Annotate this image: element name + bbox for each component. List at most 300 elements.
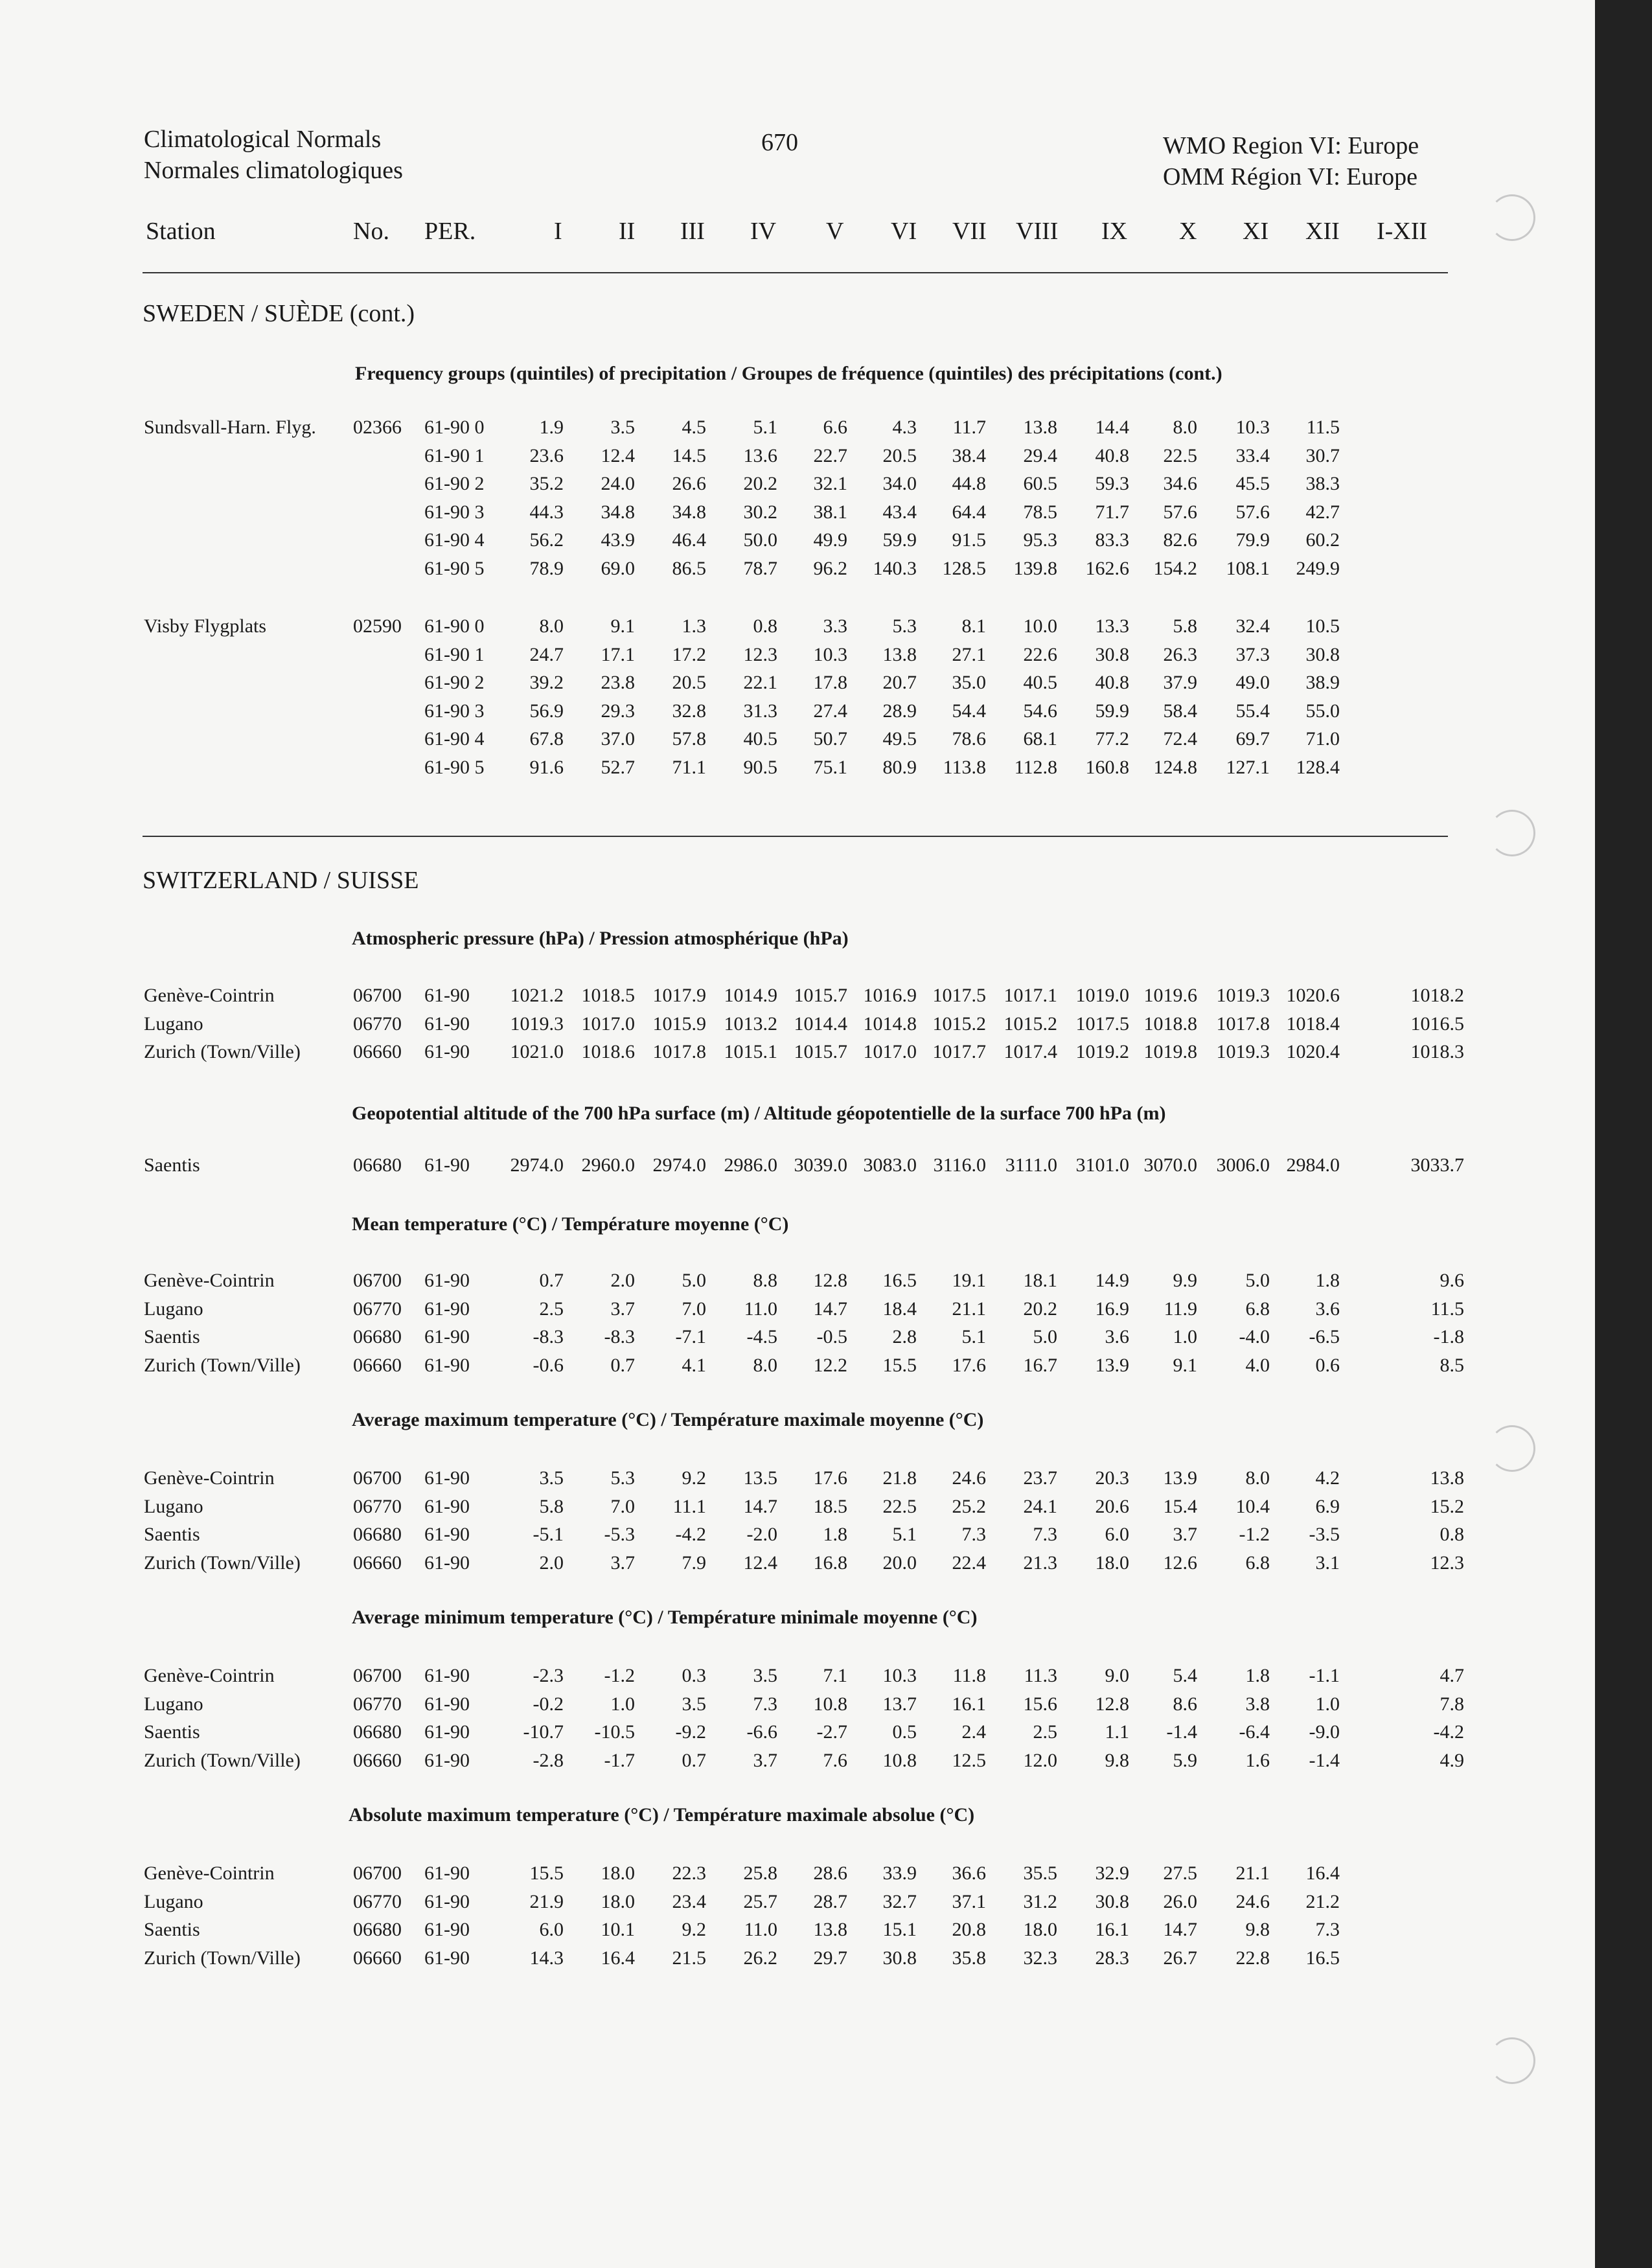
period: 61-90: [424, 1496, 470, 1517]
value-cell: 2.5: [539, 1298, 564, 1320]
value-cell: 2.5: [1033, 1721, 1057, 1743]
value-cell: 22.3: [672, 1862, 706, 1884]
value-cell: 12.5: [952, 1750, 986, 1771]
value-cell: 2986.0: [724, 1154, 777, 1176]
value-cell: -2.3: [533, 1665, 564, 1686]
value-cell: 34.8: [672, 501, 706, 523]
value-cell: -6.5: [1309, 1326, 1340, 1347]
value-cell: 4.3: [892, 417, 917, 438]
table-row: [0, 1524, 1594, 1552]
value-cell: 1019.6: [1143, 985, 1197, 1006]
value-cell: 18.0: [601, 1891, 635, 1912]
value-cell: 37.0: [601, 728, 635, 750]
value-cell: 37.1: [952, 1891, 986, 1912]
value-cell: 46.4: [672, 529, 706, 551]
value-cell: 26.6: [672, 473, 706, 494]
scan-page-edge: [1595, 0, 1652, 2268]
value-cell: -1.2: [604, 1665, 635, 1686]
col-month: VII: [952, 218, 987, 245]
col-month: V: [826, 218, 844, 245]
value-cell: 11.0: [744, 1298, 777, 1320]
value-cell: 1017.7: [932, 1041, 986, 1062]
value-cell: 1017.9: [652, 985, 706, 1006]
value-cell: 162.6: [1085, 558, 1129, 579]
value-cell: 27.4: [813, 700, 847, 722]
station-number: 06770: [353, 1496, 402, 1517]
value-cell: 1014.9: [724, 985, 777, 1006]
table-row: [0, 1552, 1594, 1581]
station-number: 06680: [353, 1721, 402, 1743]
value-cell: 1.0: [610, 1693, 635, 1715]
value-cell: -6.6: [746, 1721, 777, 1743]
value-cell: 15.6: [1023, 1693, 1057, 1715]
value-cell: 44.8: [952, 473, 986, 494]
value-cell: 29.4: [1023, 445, 1057, 466]
value-cell: -2.7: [816, 1721, 847, 1743]
value-cell: 32.8: [672, 700, 706, 722]
value-cell: -0.2: [533, 1693, 564, 1715]
group-title: Geopotential altitude of the 700 hPa surface (m) / Altitude géopotentielle de la surface 700 hPa (m): [352, 1103, 1166, 1124]
table-row: [0, 672, 1594, 700]
table-row: [0, 558, 1594, 586]
value-cell: 16.4: [1305, 1862, 1340, 1884]
value-cell: 4.1: [682, 1355, 706, 1376]
value-cell: 11.0: [744, 1919, 777, 1940]
value-cell: 1.0: [1315, 1693, 1340, 1715]
value-cell: 12.2: [813, 1355, 847, 1376]
value-cell: 10.3: [882, 1665, 917, 1686]
value-cell: 33.4: [1235, 445, 1270, 466]
binder-hole: [1489, 194, 1535, 241]
value-cell: 23.4: [672, 1891, 706, 1912]
region-en: WMO Region VI: Europe: [1163, 132, 1419, 159]
doc-title-fr: Normales climatologiques: [144, 157, 403, 184]
station-name: Saentis: [144, 1524, 200, 1545]
value-cell: 1015.1: [724, 1041, 777, 1062]
binder-hole: [1489, 1425, 1535, 1472]
value-cell: 154.2: [1153, 558, 1197, 579]
value-cell: 108.1: [1226, 558, 1270, 579]
value-cell: 21.5: [672, 1947, 706, 1969]
value-cell: -6.4: [1239, 1721, 1270, 1743]
station-number: 06680: [353, 1524, 402, 1545]
table-row: [0, 1467, 1594, 1496]
value-cell: 68.1: [1023, 728, 1057, 750]
value-cell: 37.9: [1163, 672, 1197, 693]
value-cell: 2.4: [961, 1721, 986, 1743]
table-row: [0, 700, 1594, 729]
value-cell: 71.7: [1095, 501, 1129, 523]
value-cell: 40.8: [1095, 672, 1129, 693]
value-cell: 9.8: [1245, 1919, 1270, 1940]
value-cell: 21.3: [1023, 1552, 1057, 1574]
value-cell: 1018.5: [581, 985, 635, 1006]
value-cell: 80.9: [882, 757, 917, 778]
station-number: 06700: [353, 1270, 402, 1291]
value-cell: 4.2: [1315, 1467, 1340, 1489]
station-name: Saentis: [144, 1721, 200, 1743]
period: 61-90 0: [424, 417, 485, 438]
col-month: III: [680, 218, 705, 245]
value-cell: 3.7: [753, 1750, 777, 1771]
value-cell: 24.0: [601, 473, 635, 494]
value-cell: 21.2: [1305, 1891, 1340, 1912]
station-name: Lugano: [144, 1891, 203, 1912]
value-cell: 9.2: [682, 1467, 706, 1489]
value-cell: 40.5: [1023, 672, 1057, 693]
value-cell: 160.8: [1085, 757, 1129, 778]
value-cell: 90.5: [743, 757, 777, 778]
period: 61-90: [424, 1298, 470, 1320]
value-cell: 34.0: [882, 473, 917, 494]
value-cell: 2974.0: [510, 1154, 564, 1176]
value-cell: 12.8: [1095, 1693, 1129, 1715]
station-number: 06660: [353, 1947, 402, 1969]
station-number: 02366: [353, 417, 402, 438]
table-row: [0, 615, 1594, 644]
value-cell: 0.3: [682, 1665, 706, 1686]
period: 61-90: [424, 1721, 470, 1743]
value-cell: -4.2: [675, 1524, 706, 1545]
value-cell: -1.1: [1309, 1665, 1340, 1686]
value-cell: 8.6: [1173, 1693, 1197, 1715]
value-cell: 3.5: [753, 1665, 777, 1686]
value-cell: 5.3: [610, 1467, 635, 1489]
value-cell: 0.6: [1315, 1355, 1340, 1376]
value-cell: 128.5: [942, 558, 986, 579]
value-cell: 22.1: [743, 672, 777, 693]
value-cell: 11.7: [952, 417, 986, 438]
value-cell: 38.3: [1305, 473, 1340, 494]
value-cell: 11.5: [1430, 1298, 1464, 1320]
value-cell: 5.3: [892, 615, 917, 637]
value-cell: 6.0: [1105, 1524, 1129, 1545]
value-cell: 78.5: [1023, 501, 1057, 523]
value-cell: 17.6: [813, 1467, 847, 1489]
value-cell: 3.7: [610, 1552, 635, 1574]
value-cell: 0.7: [539, 1270, 564, 1291]
doc-title-en: Climatological Normals: [144, 126, 382, 153]
value-cell: 1017.4: [1004, 1041, 1057, 1062]
value-cell: 14.4: [1095, 417, 1129, 438]
table-row: [0, 1355, 1594, 1383]
value-cell: 1015.2: [1004, 1013, 1057, 1035]
section-title-sweden: SWEDEN / SUÈDE (cont.): [143, 300, 415, 327]
value-cell: 3116.0: [933, 1154, 986, 1176]
value-cell: 78.7: [743, 558, 777, 579]
value-cell: 127.1: [1226, 757, 1270, 778]
value-cell: 28.7: [813, 1891, 847, 1912]
station-name: Zurich (Town/Ville): [144, 1355, 301, 1376]
value-cell: 12.0: [1023, 1750, 1057, 1771]
value-cell: 21.1: [1235, 1862, 1270, 1884]
value-cell: 23.6: [529, 445, 564, 466]
col-month: X: [1179, 218, 1197, 245]
value-cell: 8.0: [753, 1355, 777, 1376]
period: 61-90 2: [424, 672, 485, 693]
value-cell: -7.1: [675, 1326, 706, 1347]
value-cell: 95.3: [1023, 529, 1057, 551]
value-cell: 38.1: [813, 501, 847, 523]
value-cell: 40.8: [1095, 445, 1129, 466]
value-cell: 2.0: [539, 1552, 564, 1574]
station-number: 06680: [353, 1154, 402, 1176]
period: 61-90 0: [424, 615, 485, 637]
value-cell: 31.3: [743, 700, 777, 722]
value-cell: 1018.8: [1143, 1013, 1197, 1035]
station-name: Zurich (Town/Ville): [144, 1041, 301, 1062]
section-divider: [143, 836, 1448, 837]
value-cell: 10.1: [601, 1919, 635, 1940]
station-number: 06660: [353, 1552, 402, 1574]
station-name: Saentis: [144, 1326, 200, 1347]
value-cell: 1016.9: [863, 985, 917, 1006]
value-cell: 1015.2: [932, 1013, 986, 1035]
value-cell: 10.4: [1235, 1496, 1270, 1517]
station-name: Genève-Cointrin: [144, 1862, 275, 1884]
value-cell: 4.7: [1440, 1665, 1464, 1686]
station-name: Lugano: [144, 1013, 203, 1035]
value-cell: 14.3: [529, 1947, 564, 1969]
value-cell: 12.3: [743, 644, 777, 665]
value-cell: 3.5: [539, 1467, 564, 1489]
table-row: [0, 1919, 1594, 1947]
value-cell: 6.8: [1245, 1298, 1270, 1320]
value-cell: 1015.7: [794, 985, 847, 1006]
region-fr: OMM Région VI: Europe: [1163, 163, 1417, 190]
value-cell: 11.5: [1306, 417, 1340, 438]
value-cell: 20.5: [882, 445, 917, 466]
value-cell: -8.3: [533, 1326, 564, 1347]
value-cell: 1021.2: [510, 985, 564, 1006]
station-name: Genève-Cointrin: [144, 1270, 275, 1291]
value-cell: 83.3: [1095, 529, 1129, 551]
value-cell: 30.7: [1305, 445, 1340, 466]
value-cell: 17.1: [601, 644, 635, 665]
value-cell: 30.8: [1095, 644, 1129, 665]
col-month: II: [619, 218, 636, 245]
value-cell: 33.9: [882, 1862, 917, 1884]
page-number: 670: [761, 129, 798, 156]
value-cell: 25.7: [743, 1891, 777, 1912]
period: 61-90 5: [424, 558, 485, 579]
value-cell: 31.2: [1023, 1891, 1057, 1912]
table-row: [0, 445, 1594, 474]
value-cell: 3.7: [1173, 1524, 1197, 1545]
value-cell: 49.9: [813, 529, 847, 551]
value-cell: 7.3: [961, 1524, 986, 1545]
value-cell: 28.6: [813, 1862, 847, 1884]
period: 61-90: [424, 1467, 470, 1489]
value-cell: 18.0: [601, 1862, 635, 1884]
col-no: No.: [353, 218, 389, 245]
value-cell: 10.5: [1305, 615, 1340, 637]
value-cell: 5.1: [961, 1326, 986, 1347]
value-cell: 35.8: [952, 1947, 986, 1969]
period: 61-90 5: [424, 757, 485, 778]
value-cell: 35.0: [952, 672, 986, 693]
value-cell: 113.8: [943, 757, 986, 778]
period: 61-90: [424, 1041, 470, 1062]
period: 61-90 3: [424, 700, 485, 722]
station-number: 06700: [353, 1665, 402, 1686]
value-cell: 9.9: [1173, 1270, 1197, 1291]
value-cell: 1017.8: [1216, 1013, 1270, 1035]
col-month: XII: [1305, 218, 1340, 245]
value-cell: -0.6: [533, 1355, 564, 1376]
station-number: 06770: [353, 1013, 402, 1035]
value-cell: 25.8: [743, 1862, 777, 1884]
value-cell: 5.1: [892, 1524, 917, 1545]
value-cell: 13.5: [743, 1467, 777, 1489]
value-cell: 17.2: [672, 644, 706, 665]
value-cell: 8.0: [539, 615, 564, 637]
value-cell: 67.8: [529, 728, 564, 750]
col-month: XI: [1243, 218, 1269, 245]
value-cell: 22.6: [1023, 644, 1057, 665]
value-cell: 72.4: [1163, 728, 1197, 750]
value-cell: -0.5: [816, 1326, 847, 1347]
value-cell: 38.9: [1305, 672, 1340, 693]
period: 61-90: [424, 985, 470, 1006]
value-cell: 1019.0: [1075, 985, 1129, 1006]
value-cell: 21.1: [952, 1298, 986, 1320]
col-month: VIII: [1016, 218, 1059, 245]
value-cell: 86.5: [672, 558, 706, 579]
col-month: IX: [1101, 218, 1128, 245]
value-cell: 18.0: [1095, 1552, 1129, 1574]
value-cell: 124.8: [1153, 757, 1197, 778]
value-cell: -5.3: [604, 1524, 635, 1545]
value-cell: 13.8: [813, 1919, 847, 1940]
value-cell: 15.5: [529, 1862, 564, 1884]
value-cell: 1017.0: [581, 1013, 635, 1035]
value-cell: 2984.0: [1286, 1154, 1340, 1176]
value-cell: 32.1: [813, 473, 847, 494]
value-cell: 59.9: [882, 529, 917, 551]
table-row: [0, 985, 1594, 1013]
group-title: Average maximum temperature (°C) / Température maximale moyenne (°C): [352, 1409, 984, 1430]
value-cell: 22.5: [882, 1496, 917, 1517]
value-cell: 7.9: [682, 1552, 706, 1574]
value-cell: 3083.0: [863, 1154, 917, 1176]
value-cell: 32.3: [1023, 1947, 1057, 1969]
value-cell: 14.7: [1163, 1919, 1197, 1940]
value-cell: 13.9: [1095, 1355, 1129, 1376]
value-cell: 1019.3: [1216, 1041, 1270, 1062]
value-cell: 1019.3: [510, 1013, 564, 1035]
station-name: Zurich (Town/Ville): [144, 1947, 301, 1969]
binder-hole: [1489, 2037, 1535, 2084]
value-cell: 4.5: [682, 417, 706, 438]
value-cell: 32.4: [1235, 615, 1270, 637]
value-cell: 10.8: [882, 1750, 917, 1771]
value-cell: -1.4: [1166, 1721, 1197, 1743]
table-row: [0, 1326, 1594, 1355]
value-cell: 1.3: [682, 615, 706, 637]
table-row: [0, 1298, 1594, 1327]
value-cell: 78.9: [529, 558, 564, 579]
value-cell: 24.1: [1023, 1496, 1057, 1517]
value-cell: 49.5: [882, 728, 917, 750]
station-name: Sundsvall-Harn. Flyg.: [144, 417, 316, 438]
value-cell: 6.9: [1315, 1496, 1340, 1517]
value-cell: 249.9: [1296, 558, 1340, 579]
value-cell: 3.7: [610, 1298, 635, 1320]
value-cell: 20.6: [1095, 1496, 1129, 1517]
value-cell: 45.5: [1235, 473, 1270, 494]
station-number: 06770: [353, 1693, 402, 1715]
value-cell: 20.8: [952, 1919, 986, 1940]
section-title-switzerland: SWITZERLAND / SUISSE: [143, 867, 419, 894]
value-cell: 7.8: [1440, 1693, 1464, 1715]
value-cell: 32.7: [882, 1891, 917, 1912]
value-cell: 30.2: [743, 501, 777, 523]
value-cell: 16.9: [1095, 1298, 1129, 1320]
header-rule: [143, 272, 1448, 273]
table-row: [0, 1154, 1594, 1183]
value-cell: -4.5: [746, 1326, 777, 1347]
value-cell: 55.0: [1305, 700, 1340, 722]
value-cell: 3039.0: [794, 1154, 847, 1176]
value-cell: 26.2: [743, 1947, 777, 1969]
value-cell: 3006.0: [1216, 1154, 1270, 1176]
value-cell: 1015.7: [794, 1041, 847, 1062]
value-cell: 69.0: [601, 558, 635, 579]
value-cell: 60.5: [1023, 473, 1057, 494]
value-cell: -3.5: [1309, 1524, 1340, 1545]
value-cell: 78.6: [952, 728, 986, 750]
value-cell: -2.8: [533, 1750, 564, 1771]
value-cell: -1.2: [1239, 1524, 1270, 1545]
value-cell: 16.7: [1023, 1355, 1057, 1376]
value-cell: 9.2: [682, 1919, 706, 1940]
value-cell: 8.5: [1440, 1355, 1464, 1376]
value-cell: 22.8: [1235, 1947, 1270, 1969]
value-cell: 69.7: [1235, 728, 1270, 750]
value-cell: 22.5: [1163, 445, 1197, 466]
value-cell: 5.9: [1173, 1750, 1197, 1771]
value-cell: 54.4: [952, 700, 986, 722]
value-cell: 14.5: [672, 445, 706, 466]
value-cell: 139.8: [1013, 558, 1057, 579]
value-cell: 13.3: [1095, 615, 1129, 637]
period: 61-90 2: [424, 473, 485, 494]
value-cell: 12.8: [813, 1270, 847, 1291]
value-cell: 39.2: [529, 672, 564, 693]
value-cell: 8.1: [961, 615, 986, 637]
value-cell: 5.0: [1245, 1270, 1270, 1291]
value-cell: 4.0: [1245, 1355, 1270, 1376]
period: 61-90 4: [424, 728, 485, 750]
value-cell: 50.0: [743, 529, 777, 551]
value-cell: 8.0: [1245, 1467, 1270, 1489]
value-cell: 23.7: [1023, 1467, 1057, 1489]
value-cell: 1014.4: [794, 1013, 847, 1035]
value-cell: 1020.4: [1286, 1041, 1340, 1062]
value-cell: 5.4: [1173, 1665, 1197, 1686]
value-cell: 3.6: [1315, 1298, 1340, 1320]
value-cell: -4.0: [1239, 1326, 1270, 1347]
value-cell: 32.9: [1095, 1862, 1129, 1884]
value-cell: 49.0: [1235, 672, 1270, 693]
value-cell: 28.9: [882, 700, 917, 722]
group-title: Average minimum temperature (°C) / Température minimale moyenne (°C): [352, 1607, 978, 1628]
value-cell: 1.9: [539, 417, 564, 438]
value-cell: 18.4: [882, 1298, 917, 1320]
value-cell: -1.8: [1433, 1326, 1464, 1347]
group-title: Mean temperature (°C) / Température moyenne (°C): [352, 1213, 789, 1235]
